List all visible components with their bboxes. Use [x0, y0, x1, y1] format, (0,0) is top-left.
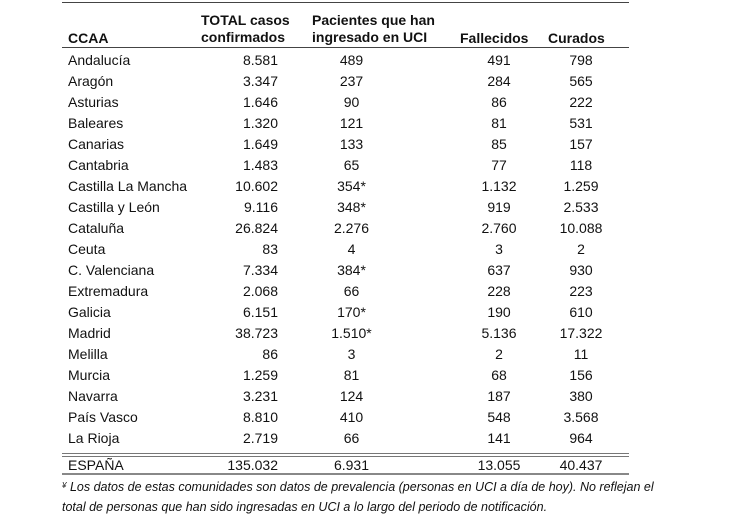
cell-uci: 1.510* [331, 325, 372, 341]
cell-total-confirmados: 2.719 [242, 430, 278, 446]
cell-total-confirmados: 1.259 [242, 367, 278, 383]
table-row [62, 197, 629, 218]
total-rule-upper [62, 453, 629, 454]
header-ccaa: CCAA [68, 30, 109, 46]
cell-fallecidos: 2 [495, 346, 503, 362]
cell-uci: 4 [347, 241, 356, 257]
table-row [62, 281, 629, 302]
cell-fallecidos: 77 [491, 157, 507, 173]
total-confirmados: 135.032 [227, 457, 278, 473]
cell-fallecidos: 81 [491, 115, 507, 131]
cell-ccaa: Castilla La Mancha [68, 178, 188, 194]
cell-ccaa: Andalucía [68, 52, 131, 68]
cell-curados: 380 [569, 388, 593, 404]
cell-fallecidos: 1.132 [481, 178, 517, 194]
cell-fallecidos: 141 [487, 430, 511, 446]
cell-total-confirmados: 7.334 [242, 262, 278, 278]
table-row [62, 407, 629, 428]
cell-curados: 610 [569, 304, 593, 320]
cell-uci: 66 [343, 430, 360, 446]
cell-curados: 798 [569, 52, 593, 68]
cell-ccaa: Melilla [68, 346, 108, 362]
cell-ccaa: Murcia [68, 367, 111, 383]
cell-ccaa: Ceuta [68, 241, 106, 257]
cell-curados: 531 [569, 115, 593, 131]
data-table-body [62, 50, 629, 449]
header-fallecidos: Fallecidos [460, 30, 529, 46]
table-row [62, 260, 629, 281]
cell-uci: 121 [339, 115, 364, 131]
cell-ccaa: Asturias [68, 94, 119, 110]
cell-ccaa: Canarias [68, 136, 125, 152]
cell-fallecidos: 187 [487, 388, 511, 404]
table-bottom-rule [62, 473, 629, 475]
footnote [62, 477, 702, 517]
cell-uci: 81 [343, 367, 360, 383]
cell-curados: 964 [569, 430, 593, 446]
table-row [62, 113, 629, 134]
cell-uci: 90 [343, 94, 360, 110]
cell-fallecidos: 190 [487, 304, 511, 320]
cell-uci: 384* [337, 262, 366, 278]
cell-uci: 65 [343, 157, 360, 173]
table-row [62, 302, 629, 323]
cell-fallecidos: 5.136 [481, 325, 517, 341]
cell-total-confirmados: 83 [262, 241, 278, 257]
header-curados: Curados [548, 30, 605, 46]
cell-total-confirmados: 10.602 [235, 178, 278, 194]
cell-curados: 156 [569, 367, 593, 383]
table-row [62, 218, 629, 239]
cell-total-confirmados: 1.646 [242, 94, 278, 110]
table-row [62, 155, 629, 176]
table-row [62, 386, 629, 407]
cell-fallecidos: 86 [491, 94, 507, 110]
cell-uci: 237 [339, 73, 364, 89]
header-total-casos: TOTAL casos confirmados [201, 12, 290, 45]
cell-ccaa: Aragón [68, 73, 114, 89]
cell-ccaa: Extremadura [68, 283, 149, 299]
table-row [62, 365, 629, 386]
cell-total-confirmados: 8.810 [242, 409, 278, 425]
cell-uci: 348* [337, 199, 366, 215]
cell-total-confirmados: 6.151 [242, 304, 278, 320]
header-pacientes-uci: Pacientes que han ingresado en UCI [312, 12, 435, 45]
table-row [62, 71, 629, 92]
table-row [62, 92, 629, 113]
cell-total-confirmados: 9.116 [244, 199, 278, 215]
footnote-line-2: total de personas que han sido ingresadas en UCI a lo largo del periodo de notificación. [62, 500, 548, 514]
cell-total-confirmados: 1.320 [242, 115, 278, 131]
cell-ccaa: Cataluña [68, 220, 125, 236]
cell-ccaa: Navarra [68, 388, 118, 404]
cell-fallecidos: 85 [491, 136, 507, 152]
cell-uci: 2.276 [333, 220, 370, 236]
cell-curados: 2.533 [563, 199, 599, 215]
cell-curados: 118 [569, 157, 593, 173]
cell-uci: 133 [339, 136, 364, 152]
cell-curados: 1.259 [563, 178, 599, 194]
cell-uci: 3 [347, 346, 356, 362]
table-row [62, 344, 629, 365]
cell-ccaa: C. Valenciana [68, 262, 155, 278]
cell-curados: 222 [569, 94, 593, 110]
cell-total-confirmados: 1.649 [242, 136, 278, 152]
cell-total-confirmados: 3.347 [242, 73, 278, 89]
footnote-mark: ¥ [62, 481, 67, 490]
cell-total-confirmados: 38.723 [235, 325, 278, 341]
cell-total-confirmados: 3.231 [242, 388, 278, 404]
cell-fallecidos: 284 [487, 73, 511, 89]
cell-curados: 930 [569, 262, 593, 278]
cell-fallecidos: 548 [487, 409, 511, 425]
table-row [62, 134, 629, 155]
table-row [62, 50, 629, 71]
cell-total-confirmados: 1.483 [242, 157, 278, 173]
footnote-line-1 [62, 477, 702, 497]
cell-ccaa: Cantabria [68, 157, 129, 173]
cell-fallecidos: 919 [487, 199, 511, 215]
cell-fallecidos: 491 [487, 52, 511, 68]
cell-uci: 354* [337, 178, 366, 194]
cell-curados: 17.322 [559, 325, 603, 341]
table-row [62, 323, 629, 344]
cell-total-confirmados: 86 [262, 346, 278, 362]
cell-ccaa: Castilla y León [68, 199, 160, 215]
cell-ccaa: Baleares [68, 115, 124, 131]
cell-curados: 157 [569, 136, 593, 152]
cell-curados: 2 [577, 241, 585, 257]
table-top-rule [62, 2, 629, 3]
total-ccaa: ESPAÑA [68, 457, 124, 473]
cell-uci: 170* [337, 304, 366, 320]
cell-curados: 10.088 [559, 220, 603, 236]
cell-uci: 124 [339, 388, 364, 404]
table-row [62, 239, 629, 260]
table-row [62, 428, 629, 449]
cell-fallecidos: 68 [491, 367, 507, 383]
cell-total-confirmados: 8.581 [242, 52, 278, 68]
cell-fallecidos: 3 [495, 241, 503, 257]
total-fallecidos: 13.055 [477, 457, 521, 473]
cell-total-confirmados: 2.068 [242, 283, 278, 299]
cell-ccaa: Madrid [68, 325, 111, 341]
cell-fallecidos: 637 [487, 262, 511, 278]
cell-fallecidos: 2.760 [481, 220, 517, 236]
cell-ccaa: La Rioja [68, 430, 120, 446]
footnote-text-1: Los datos de estas comunidades son datos de prevalencia (personas en UCI a día de hoy). No reflejan el [69, 480, 654, 494]
total-curados: 40.437 [559, 457, 603, 473]
table-row [62, 176, 629, 197]
cell-ccaa: Galicia [68, 304, 111, 320]
total-uci: 6.931 [333, 457, 370, 473]
cell-curados: 3.568 [563, 409, 599, 425]
cell-uci: 410 [339, 409, 364, 425]
cell-curados: 11 [573, 346, 589, 362]
cell-ccaa: País Vasco [68, 409, 138, 425]
cell-uci: 489 [339, 52, 364, 68]
cell-curados: 223 [569, 283, 593, 299]
cell-fallecidos: 228 [487, 283, 511, 299]
header-rule [62, 47, 629, 48]
cell-uci: 66 [343, 283, 360, 299]
cell-curados: 565 [569, 73, 593, 89]
cell-total-confirmados: 26.824 [235, 220, 278, 236]
